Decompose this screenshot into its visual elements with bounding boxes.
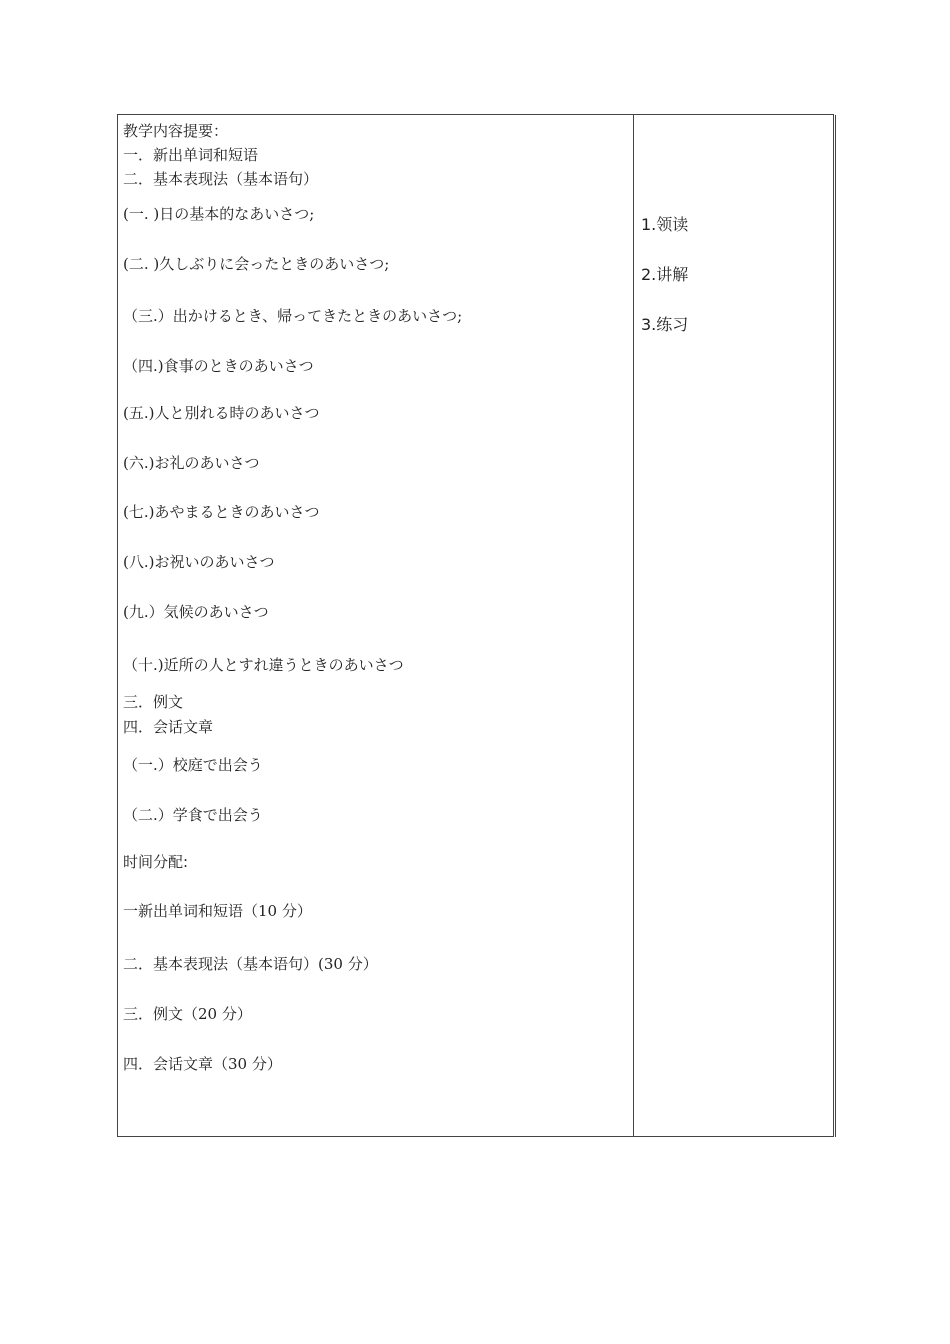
method-item: 1.领读 [641,215,689,234]
section-vocabulary: 一．新出单词和短语 [123,146,259,164]
greeting-item: （四.)食事のときのあいさつ [123,357,314,375]
column-divider [633,115,634,1136]
time-item: 二．基本表现法（基本语句）(30 分） [123,955,378,973]
method-item: 2.讲解 [641,265,689,284]
time-item: 四．会话文章（30 分） [123,1055,282,1073]
section-expressions: 二．基本表现法（基本语句） [123,170,319,188]
time-allocation-heading: 时间分配: [123,853,189,871]
section-examples: 三．例文 [123,693,184,711]
section-conversation: 四．会话文章 [123,718,214,736]
greeting-item: (五.)人と別れる時のあいさつ [123,404,320,422]
greeting-item: (八.)お祝いのあいさつ [123,553,275,571]
content-heading: 教学内容提要： [123,122,229,140]
time-item: 一新出单词和短语（10 分） [123,902,312,920]
greeting-item: （十.)近所の人とすれ違うときのあいさつ [123,656,404,674]
greeting-item: (九.）気候のあいさつ [123,603,269,621]
time-item: 三．例文（20 分） [123,1005,252,1023]
method-item: 3.练习 [641,315,689,334]
greeting-item: (一. )日の基本的なあいさつ; [123,205,315,223]
lesson-plan-table [117,114,834,1137]
conversation-item: （二.）学食で出会う [123,806,263,824]
greeting-item: (二. )久しぶりに会ったときのあいさつ; [123,255,390,273]
greeting-item: （三.）出かけるとき、帰ってきたときのあいさつ; [123,307,463,325]
greeting-item: (六.)お礼のあいさつ [123,454,260,472]
greeting-item: (七.)あやまるときのあいさつ [123,503,320,521]
conversation-item: （一.）校庭で出会う [123,756,263,774]
